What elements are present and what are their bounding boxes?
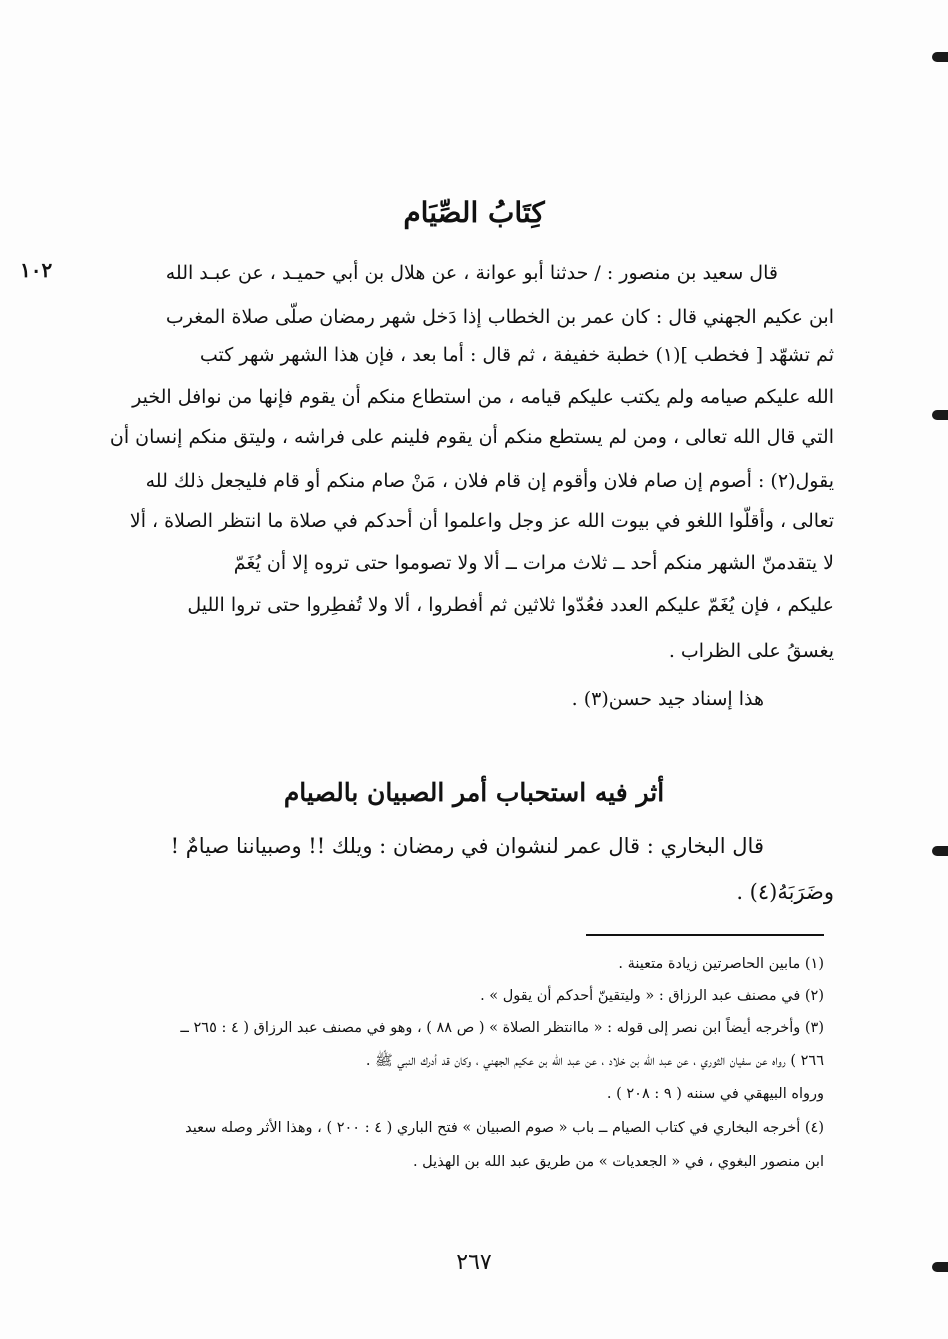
footnote-2: (٢) في مصنف عبد الرزاق : « وليتقينّ أحدكم أن يقول » . bbox=[480, 988, 824, 1004]
footnote-3: (٣) وأخرجه أيضاً ابن نصر إلى قوله : « ماانتظر الصلاة » ( ص ٨٨ ) ، وهو في مصنف عبد الرزاق ( ٤ : ٢٦٥ ــ bbox=[180, 1020, 824, 1036]
main-text-line: قال سعيد بن منصور : / حدثنا أبو عوانة ، عن هلال بن أبي حميـد ، عن عبـد الله bbox=[165, 262, 778, 284]
footnote-1: (١) مابين الحاصرتين زيادة متعينة . bbox=[618, 956, 824, 972]
main-text-line: يقول(٢) : أصوم إن صام فلان وأقوم إن قام فلان ، مَنْ صام منكم أو قام فليجعل ذلك لله bbox=[145, 470, 834, 492]
footnote-3-continued: ٢٦٦ ) رواه عن سفيان الثوري ، عن عبد الله بن خلاد ، عن عبد الله بن عكيم الجهني ، وكان قد أدرك النبي ﷺ . bbox=[365, 1053, 824, 1069]
chapter-title: كِتَابُ الصِّيَام bbox=[403, 196, 545, 229]
main-text-line: لا يتقدمنّ الشهر منكم أحد ــ ثلاث مرات ــ ألا ولا تصوموا حتى تروه إلا أن يُغَمّ bbox=[233, 552, 834, 574]
hadith-number: ١٠٢ bbox=[20, 258, 53, 282]
main-text-line: ابن عكيم الجهني قال : كان عمر بن الخطاب إذا دَخل شهر رمضان صلّى صلاة المغرب bbox=[165, 306, 834, 328]
scan-edge-mark bbox=[932, 846, 948, 856]
footnote-4: (٤) أخرجه البخاري في كتاب الصيام ــ باب « صوم الصبيان » فتح الباري ( ٤ : ٢٠٠ ) ، وهذا الأثر وصله سعيد bbox=[185, 1120, 824, 1136]
main-text-line: تعالى ، وأقلّوا اللغو في بيوت الله عز وجل واعلموا أن أحدكم في صلاة ما انتظر الصلاة ، ألا bbox=[129, 510, 834, 532]
main-text-line: الله عليكم صيامه ولم يكتب عليكم قيامه ، من استطاع منكم أن يقوم فإنها من نوافل الخير bbox=[132, 386, 834, 408]
footnote-divider bbox=[586, 934, 824, 936]
scan-edge-mark bbox=[932, 52, 948, 62]
footnote-3-continued: ورواه البيهقي في سننه ( ٩ : ٢٠٨ ) . bbox=[606, 1086, 824, 1102]
main-text-line: التي قال الله تعالى ، ومن لم يستطع منكم أن يقوم فلينم على فراشه ، وليتق منكم إنسان أن bbox=[109, 426, 834, 448]
main-text-line: يغسقُ على الظراب . bbox=[668, 640, 834, 662]
main-text-line: ثم تشهّد [ فخطب ](١) خطبة خفيفة ، ثم قال : أما بعد ، فإن هذا الشهر شهر كتب bbox=[199, 344, 834, 366]
footnote-4-continued: ابن منصور البغوي ، في « الجعديات » من طريق عبد الله بن الهذيل . bbox=[412, 1154, 824, 1170]
scan-edge-mark bbox=[932, 410, 948, 420]
athar-text-line: قال البخاري : قال عمر لنشوان في رمضان : ويلك !! وصبياننا صيامٌ ! bbox=[170, 834, 764, 858]
athar-text-line: وضَرَبَهُ(٤) . bbox=[736, 880, 834, 904]
section-title: أثر فيه استحباب أمر الصبيان بالصيام bbox=[283, 778, 665, 807]
main-text-line: عليكم ، فإن يُغَمّ عليكم العدد فعُدّوا ثلاثين ثم أفطروا ، ألا ولا تُفطِروا حتى تروا الليل bbox=[187, 594, 834, 616]
page-number: ٢٦٧ bbox=[456, 1250, 492, 1275]
isnad-grading: هذا إسناد جيد حسن(٣) . bbox=[571, 688, 764, 710]
